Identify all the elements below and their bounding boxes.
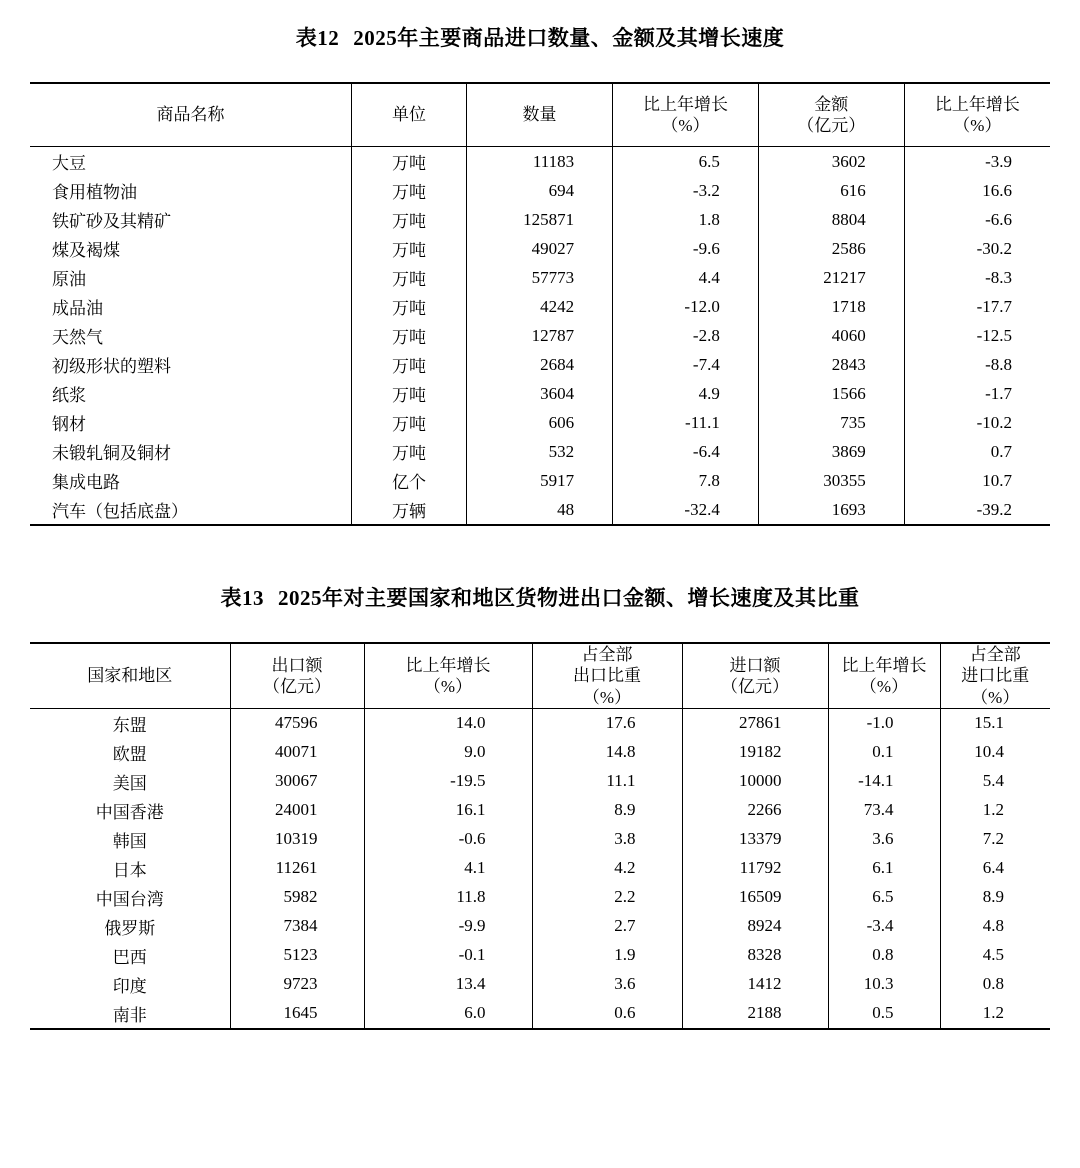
table12-col-header-amount-growth-line1: 比上年增长 <box>934 94 1020 114</box>
cell-amount-growth: -30.2 <box>904 234 1050 263</box>
table13-col-header-import-share-line3: （%） <box>971 687 1020 707</box>
table13-col-header-import-growth <box>828 643 940 708</box>
cell-amount: 616 <box>758 176 904 205</box>
cell-amount: 21217 <box>758 263 904 292</box>
cell-name: 原油 <box>52 270 86 289</box>
cell-qty: 48 <box>466 495 612 525</box>
cell-export: 30067 <box>230 767 364 796</box>
cell-qty-growth: 4.9 <box>613 379 759 408</box>
table13-col-header-export-growth <box>364 643 532 708</box>
cell-name: 钢材 <box>52 415 86 434</box>
table13-col-header-import-share <box>940 643 1050 708</box>
table12-col-header-amount-growth <box>904 83 1050 147</box>
cell-amount-growth: -1.7 <box>904 379 1050 408</box>
table13-wrapper <box>16 642 1064 1030</box>
cell-export: 5123 <box>230 941 364 970</box>
cell-unit: 万吨 <box>352 205 467 234</box>
cell-name: 大豆 <box>52 154 86 173</box>
cell-qty: 606 <box>466 408 612 437</box>
cell-import-share: 1.2 <box>940 796 1050 825</box>
table12-title <box>16 12 1064 52</box>
cell-export: 9723 <box>230 970 364 999</box>
cell-amount-growth: -8.8 <box>904 350 1050 379</box>
cell-export-share: 1.9 <box>532 941 682 970</box>
cell-qty-growth: -6.4 <box>613 437 759 466</box>
table-row <box>30 408 1050 437</box>
cell-import-growth: 0.1 <box>828 738 940 767</box>
table13-col-header-export-share <box>532 643 682 708</box>
cell-import-growth: -1.0 <box>828 708 940 738</box>
cell-export-share: 3.8 <box>532 825 682 854</box>
cell-import-share: 10.4 <box>940 738 1050 767</box>
cell-qty-growth: -32.4 <box>613 495 759 525</box>
cell-amount: 8804 <box>758 205 904 234</box>
cell-region: 俄罗斯 <box>104 918 156 938</box>
cell-unit: 亿个 <box>352 466 467 495</box>
cell-unit: 万吨 <box>352 292 467 321</box>
table13-col-header-region <box>30 643 230 708</box>
cell-name: 集成电路 <box>52 473 120 492</box>
table-row <box>30 912 1050 941</box>
cell-import-share: 6.4 <box>940 854 1050 883</box>
cell-amount: 30355 <box>758 466 904 495</box>
table-row <box>30 883 1050 912</box>
cell-unit: 万辆 <box>352 495 467 525</box>
cell-export-share: 14.8 <box>532 738 682 767</box>
cell-import-share: 4.5 <box>940 941 1050 970</box>
cell-qty: 694 <box>466 176 612 205</box>
cell-import: 13379 <box>682 825 828 854</box>
cell-export-share: 17.6 <box>532 708 682 738</box>
table-row <box>30 321 1050 350</box>
cell-export-growth: -0.6 <box>364 825 532 854</box>
cell-qty-growth: 7.8 <box>613 466 759 495</box>
cell-import-growth: 73.4 <box>828 796 940 825</box>
cell-unit: 万吨 <box>352 234 467 263</box>
cell-export-share: 2.2 <box>532 883 682 912</box>
table12-col-header-amount-line2: （亿元） <box>797 116 866 135</box>
table12-col-header-unit-line1: 单位 <box>391 105 426 125</box>
cell-amount-growth: -10.2 <box>904 408 1050 437</box>
cell-export: 24001 <box>230 796 364 825</box>
cell-amount: 3869 <box>758 437 904 466</box>
cell-amount: 735 <box>758 408 904 437</box>
cell-import-share: 0.8 <box>940 970 1050 999</box>
table12-header-row <box>30 83 1050 147</box>
cell-name: 汽车（包括底盘） <box>30 495 352 525</box>
cell-export: 1645 <box>230 999 364 1029</box>
document-page <box>0 12 1080 1030</box>
table13-header-row <box>30 643 1050 708</box>
cell-region: 南非 <box>30 999 230 1029</box>
table12-col-header-qty-growth-line2: （%） <box>661 116 710 135</box>
cell-import-share: 8.9 <box>940 883 1050 912</box>
cell-export: 40071 <box>230 738 364 767</box>
table12-wrapper <box>16 82 1064 526</box>
cell-export-growth: 11.8 <box>364 883 532 912</box>
table12-col-header-qty-growth-line1: 比上年增长 <box>642 94 728 114</box>
cell-export-share: 2.7 <box>532 912 682 941</box>
table-row <box>30 941 1050 970</box>
cell-amount: 1718 <box>758 292 904 321</box>
cell-qty: 57773 <box>466 263 612 292</box>
cell-amount-growth: -39.2 <box>904 495 1050 525</box>
cell-import-growth: 10.3 <box>828 970 940 999</box>
table12-col-header-qty-growth <box>613 83 759 147</box>
table12-col-header-amount-growth-line2: （%） <box>953 116 1002 135</box>
cell-import: 1412 <box>682 970 828 999</box>
cell-import-share: 1.2 <box>940 999 1050 1029</box>
cell-qty-growth: 1.8 <box>613 205 759 234</box>
cell-amount-growth: -6.6 <box>904 205 1050 234</box>
table13-col-header-export-growth-line2: （%） <box>423 676 473 696</box>
table-row <box>30 350 1050 379</box>
cell-name: 天然气 <box>52 328 103 347</box>
cell-export: 47596 <box>230 708 364 738</box>
table12-col-header-amount <box>758 83 904 147</box>
cell-import: 8924 <box>682 912 828 941</box>
table13-col-header-export-line2: （亿元） <box>263 676 331 696</box>
table-row <box>30 999 1050 1029</box>
cell-import-growth: 3.6 <box>828 825 940 854</box>
table12-col-header-amount-line1: 金额 <box>814 94 849 114</box>
cell-region: 印度 <box>112 976 147 996</box>
cell-region: 东盟 <box>112 715 147 735</box>
cell-import: 11792 <box>682 854 828 883</box>
table-row <box>30 437 1050 466</box>
cell-import-growth: -3.4 <box>828 912 940 941</box>
cell-qty-growth: -11.1 <box>613 408 759 437</box>
table12-title-text: 2025年主要商品进口数量、金额及其增长速度 <box>353 26 785 50</box>
cell-import-growth: 0.8 <box>828 941 940 970</box>
table13-col-header-import <box>682 643 828 708</box>
cell-export-growth: -0.1 <box>364 941 532 970</box>
cell-amount: 1693 <box>758 495 904 525</box>
table13-col-header-import-growth-line2: （%） <box>859 676 909 696</box>
cell-region: 日本 <box>112 860 147 880</box>
table-row <box>30 796 1050 825</box>
cell-unit: 万吨 <box>352 379 467 408</box>
cell-import: 10000 <box>682 767 828 796</box>
cell-amount: 4060 <box>758 321 904 350</box>
cell-unit: 万吨 <box>352 321 467 350</box>
cell-qty: 532 <box>466 437 612 466</box>
table-row <box>30 379 1050 408</box>
cell-qty-growth: -3.2 <box>613 176 759 205</box>
cell-name: 纸浆 <box>52 386 86 405</box>
cell-import: 2266 <box>682 796 828 825</box>
table13-col-header-export-growth-line1: 比上年增长 <box>405 655 491 675</box>
table-row <box>30 292 1050 321</box>
cell-export: 7384 <box>230 912 364 941</box>
cell-export-growth: 4.1 <box>364 854 532 883</box>
cell-export-growth: 13.4 <box>364 970 532 999</box>
cell-amount-growth: 16.6 <box>904 176 1050 205</box>
cell-export-growth: 9.0 <box>364 738 532 767</box>
cell-import-share: 7.2 <box>940 825 1050 854</box>
table12-col-header-qty-line1: 数量 <box>522 105 557 125</box>
table-row <box>30 466 1050 495</box>
cell-export-share: 11.1 <box>532 767 682 796</box>
cell-region: 美国 <box>112 773 147 793</box>
table-row <box>30 495 1050 525</box>
table13-body <box>30 708 1050 1029</box>
table13-title-number: 表13 <box>220 586 264 610</box>
table13-col-header-export-share-line3: （%） <box>582 687 632 707</box>
table13-col-header-import-share-line2: 进口比重 <box>961 666 1030 686</box>
cell-unit: 万吨 <box>352 176 467 205</box>
table13-col-header-export-share-line1: 占全部 <box>581 645 633 664</box>
table12-body <box>30 147 1050 526</box>
table12-col-header-unit <box>352 83 467 147</box>
table13-col-header-export-line1: 出口额 <box>271 655 323 675</box>
cell-unit: 万吨 <box>352 437 467 466</box>
cell-import: 2188 <box>682 999 828 1029</box>
cell-region: 欧盟 <box>112 744 147 764</box>
cell-import: 19182 <box>682 738 828 767</box>
cell-qty-growth: 4.4 <box>613 263 759 292</box>
cell-amount-growth: 0.7 <box>904 437 1050 466</box>
cell-qty: 2684 <box>466 350 612 379</box>
table13-title <box>16 572 1064 612</box>
cell-qty-growth: -7.4 <box>613 350 759 379</box>
cell-qty: 49027 <box>466 234 612 263</box>
cell-import-growth: 6.5 <box>828 883 940 912</box>
cell-region: 中国台湾 <box>95 889 164 909</box>
cell-import-share: 4.8 <box>940 912 1050 941</box>
cell-region: 巴西 <box>112 947 147 967</box>
cell-name: 初级形状的塑料 <box>52 357 171 376</box>
table12-col-header-name-line1: 商品名称 <box>156 105 225 125</box>
cell-name: 未锻轧铜及铜材 <box>52 444 171 463</box>
cell-amount: 3602 <box>758 147 904 177</box>
table-row <box>30 263 1050 292</box>
cell-amount-growth: -17.7 <box>904 292 1050 321</box>
cell-export: 11261 <box>230 854 364 883</box>
cell-amount: 2586 <box>758 234 904 263</box>
cell-import-share: 5.4 <box>940 767 1050 796</box>
table-row <box>30 205 1050 234</box>
cell-qty: 12787 <box>466 321 612 350</box>
cell-unit: 万吨 <box>352 263 467 292</box>
table-row <box>30 708 1050 738</box>
cell-export-growth: 6.0 <box>364 999 532 1029</box>
cell-import-growth: 0.5 <box>828 999 940 1029</box>
cell-name: 煤及褐煤 <box>52 241 120 260</box>
table-row <box>30 825 1050 854</box>
cell-amount-growth: 10.7 <box>904 466 1050 495</box>
table-row <box>30 176 1050 205</box>
cell-export-share: 4.2 <box>532 854 682 883</box>
table-row <box>30 738 1050 767</box>
cell-export-growth: -19.5 <box>364 767 532 796</box>
cell-import-growth: -14.1 <box>828 767 940 796</box>
cell-qty: 11183 <box>466 147 612 177</box>
table-row <box>30 767 1050 796</box>
cell-import: 27861 <box>682 708 828 738</box>
cell-unit: 万吨 <box>352 350 467 379</box>
table12-title-number: 表12 <box>295 26 340 50</box>
cell-region: 韩国 <box>112 831 147 851</box>
cell-amount-growth: -8.3 <box>904 263 1050 292</box>
table13-title-text: 2025年对主要国家和地区货物进出口金额、增长速度及其比重 <box>278 586 860 610</box>
table13 <box>30 642 1050 1030</box>
cell-export-share: 8.9 <box>532 796 682 825</box>
cell-qty: 4242 <box>466 292 612 321</box>
cell-name: 铁矿砂及其精矿 <box>52 212 171 231</box>
cell-export-growth: 14.0 <box>364 708 532 738</box>
cell-name: 食用植物油 <box>52 183 137 202</box>
table12 <box>30 82 1050 526</box>
cell-import-share: 15.1 <box>940 708 1050 738</box>
table12-col-header-qty <box>466 83 612 147</box>
cell-amount: 2843 <box>758 350 904 379</box>
cell-qty-growth: -2.8 <box>613 321 759 350</box>
cell-amount: 1566 <box>758 379 904 408</box>
cell-export-growth: -9.9 <box>364 912 532 941</box>
table-row <box>30 147 1050 177</box>
table12-col-header-name <box>30 83 352 147</box>
cell-qty: 3604 <box>466 379 612 408</box>
cell-export: 10319 <box>230 825 364 854</box>
cell-import: 8328 <box>682 941 828 970</box>
table13-col-header-import-line2: （亿元） <box>721 676 789 696</box>
cell-qty-growth: 6.5 <box>613 147 759 177</box>
cell-qty: 5917 <box>466 466 612 495</box>
table13-col-header-export <box>230 643 364 708</box>
table-row <box>30 234 1050 263</box>
table13-col-header-export-share-line2: 出口比重 <box>573 666 641 686</box>
cell-qty-growth: -9.6 <box>613 234 759 263</box>
cell-unit: 万吨 <box>352 408 467 437</box>
cell-amount-growth: -12.5 <box>904 321 1050 350</box>
table13-col-header-import-growth-line1: 比上年增长 <box>841 655 927 675</box>
cell-export-growth: 16.1 <box>364 796 532 825</box>
table13-col-header-region-line1: 国家和地区 <box>87 666 173 686</box>
cell-name: 成品油 <box>52 299 103 318</box>
cell-qty: 125871 <box>466 205 612 234</box>
cell-export: 5982 <box>230 883 364 912</box>
cell-export-share: 0.6 <box>532 999 682 1029</box>
cell-amount-growth: -3.9 <box>904 147 1050 177</box>
cell-import: 16509 <box>682 883 828 912</box>
cell-unit: 万吨 <box>352 147 467 177</box>
table13-col-header-import-share-line1: 占全部 <box>969 645 1021 664</box>
table13-col-header-import-line1: 进口额 <box>729 655 781 675</box>
cell-import-growth: 6.1 <box>828 854 940 883</box>
table-row <box>30 970 1050 999</box>
table-row <box>30 854 1050 883</box>
cell-region: 中国香港 <box>95 802 164 822</box>
cell-export-share: 3.6 <box>532 970 682 999</box>
cell-qty-growth: -12.0 <box>613 292 759 321</box>
